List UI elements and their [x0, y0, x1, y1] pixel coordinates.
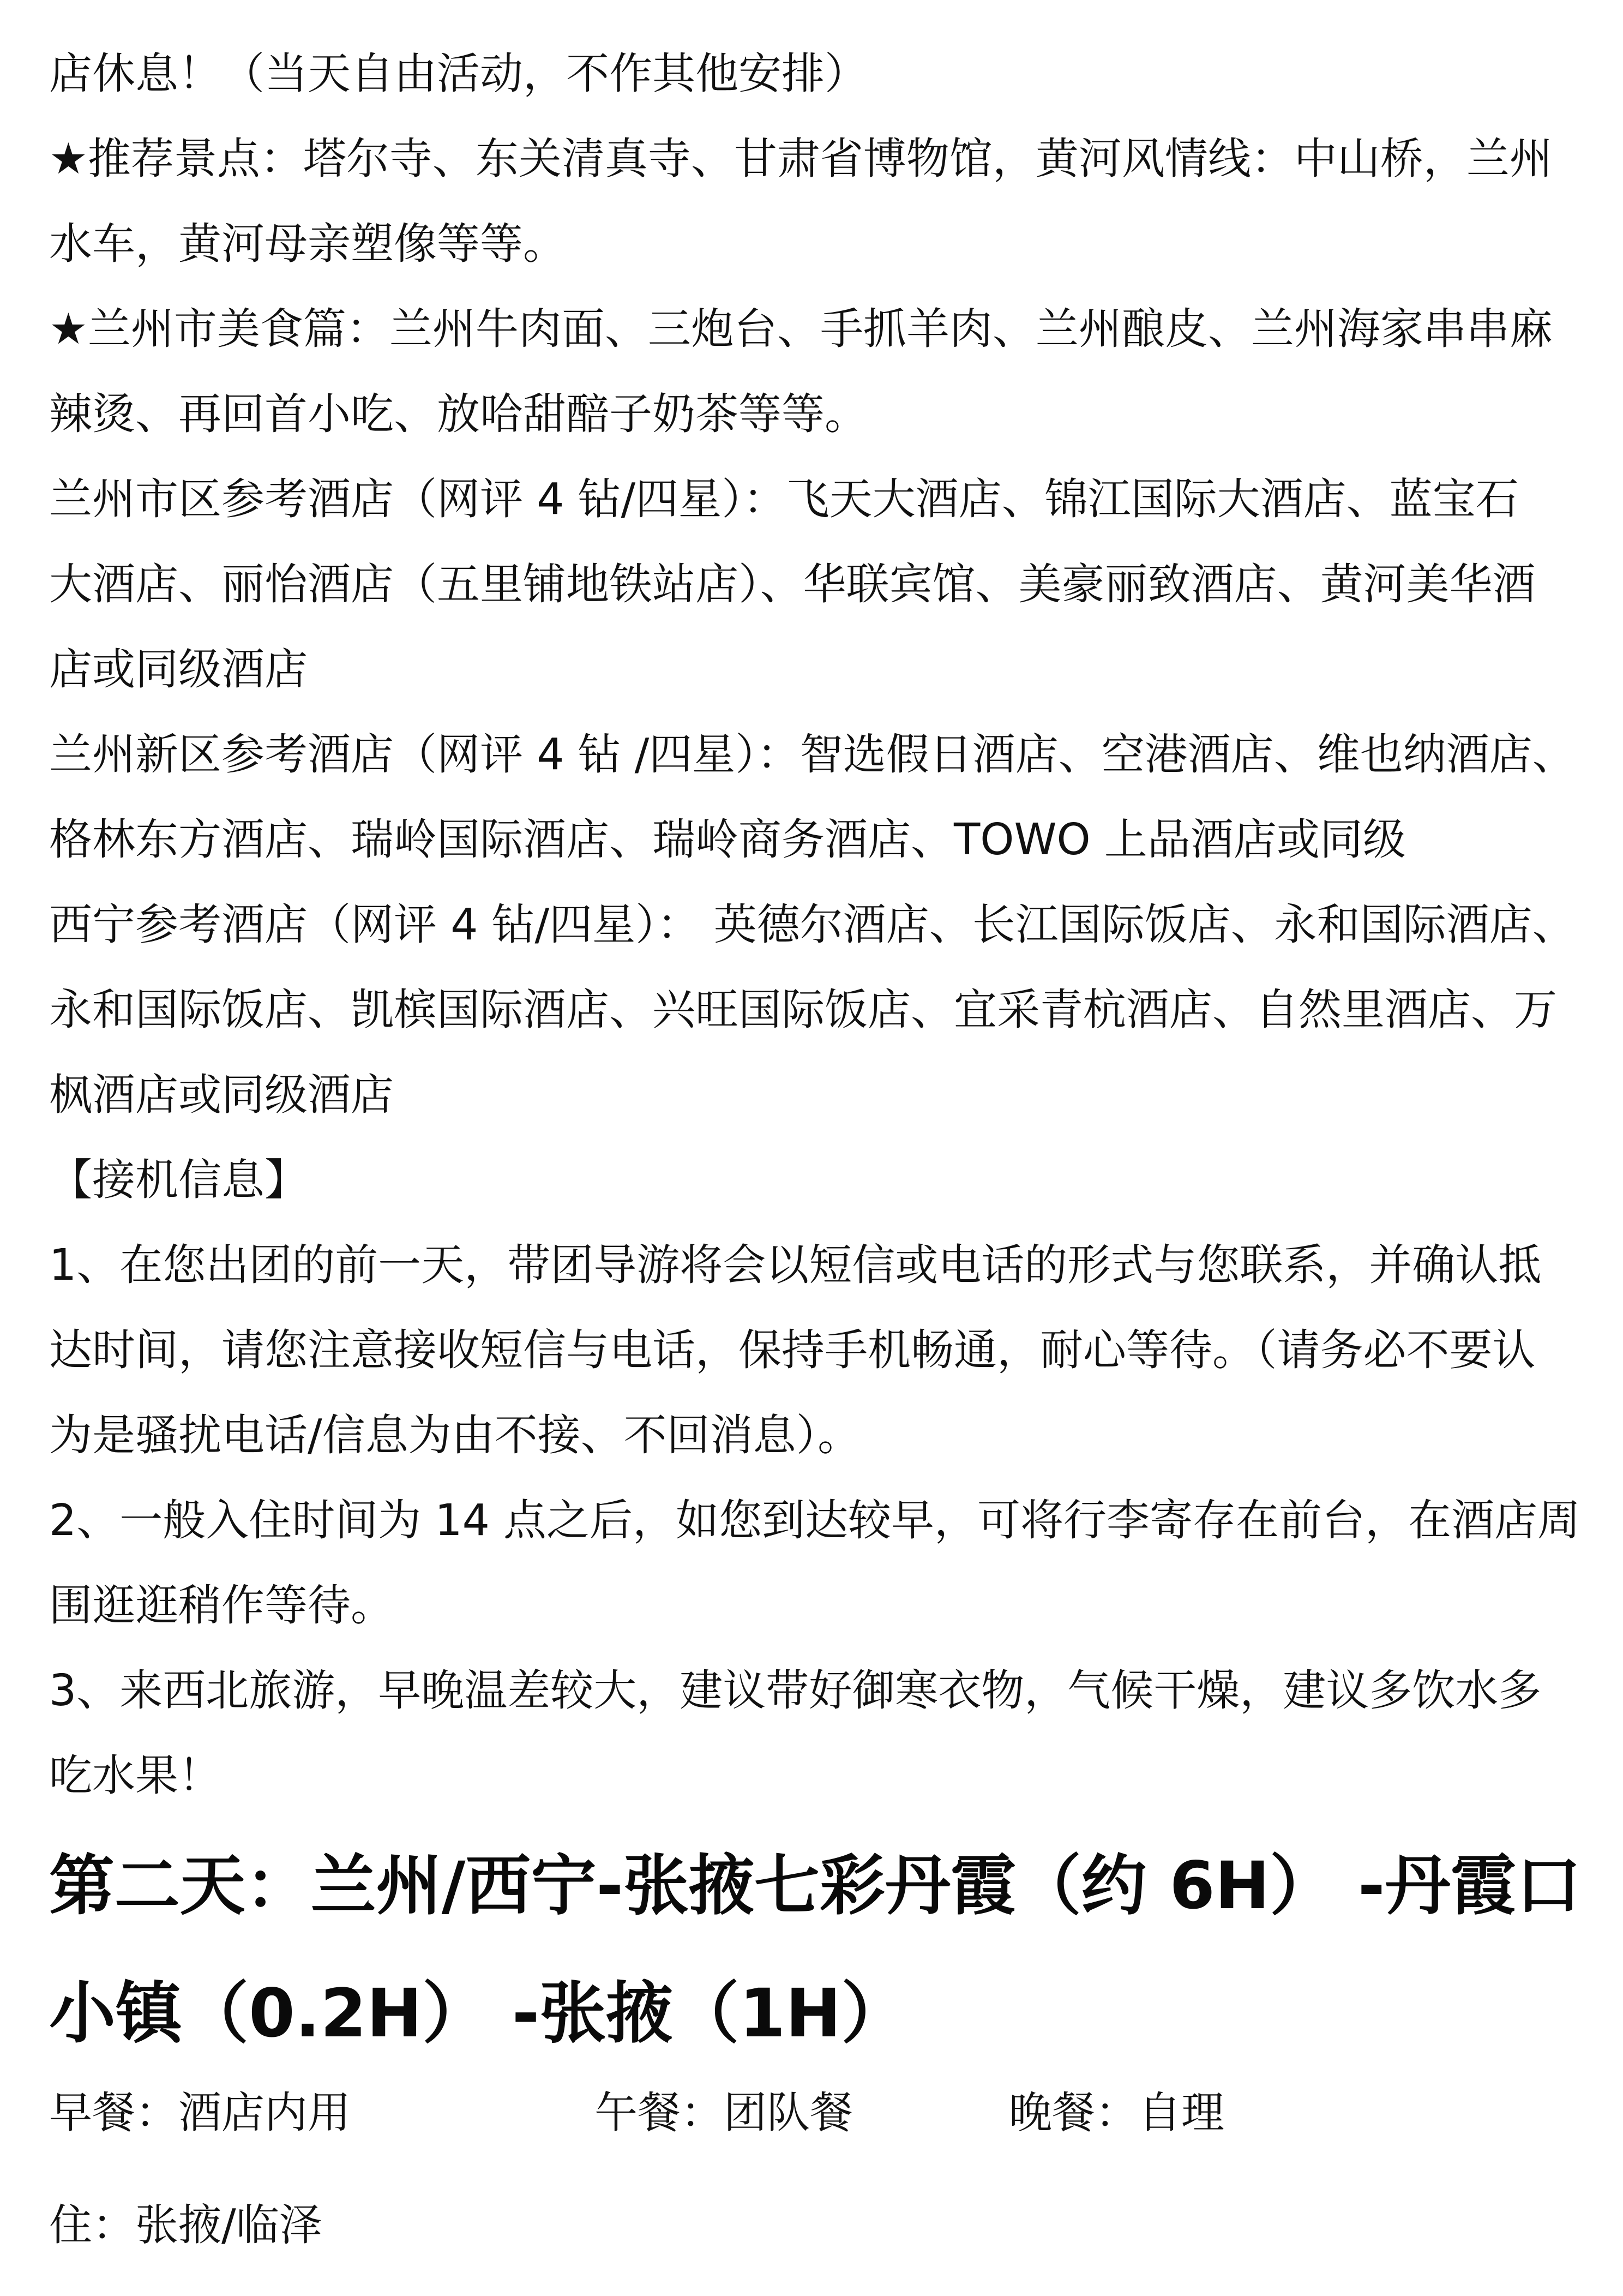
day2-heading-line1: 第二天：兰州/西宁-张掖七彩丹霞（约 6H） -丹霞口: [49, 1848, 1582, 1924]
text-line: 2、一般入住时间为 14 点之后，如您到达较早，可将行李寄存在前台，在酒店周: [49, 1495, 1581, 1545]
text-line: 格林东方酒店、瑞岭国际酒店、瑞岭商务酒店、TOWO 上品酒店或同级: [49, 814, 1406, 865]
day2-heading-line2: 小镇（0.2H） -张掖（1H）: [49, 1975, 908, 2052]
section-label: 【接机信息】: [49, 1155, 308, 1205]
text-line: 枫酒店或同级酒店: [49, 1070, 394, 1120]
lunch-info: 午餐：团队餐: [594, 2088, 853, 2138]
text-line: 兰州新区参考酒店（网评 4 钻 /四星）：智选假日酒店、空港酒店、维也纳酒店、: [49, 729, 1576, 780]
text-line: 永和国际饭店、凯槟国际酒店、兴旺国际饭店、宜采青杭酒店、自然里酒店、万: [49, 985, 1557, 1035]
text-line: 西宁参考酒店（网评 4 钻/四星）： 英德尔酒店、长江国际饭店、永和国际酒店、: [49, 900, 1576, 950]
text-line: 辣烫、再回首小吃、放哈甜醅子奶茶等等。: [49, 389, 868, 439]
text-line: 围逛逛稍作等待。: [49, 1580, 394, 1630]
text-line: ★兰州市美食篇：兰州牛肉面、三炮台、手抓羊肉、兰州酿皮、兰州海家串串麻: [49, 304, 1553, 354]
breakfast-info: 早餐：酒店内用: [49, 2088, 351, 2138]
text-line: 为是骚扰电话/信息为由不接、不回消息）。: [49, 1410, 861, 1460]
stay-info: 住：张掖/临泽: [49, 2200, 322, 2250]
text-line: ★推荐景点：塔尔寺、东关清真寺、甘肃省博物馆，黄河风情线：中山桥，兰州: [49, 134, 1553, 184]
text-line: 3、来西北旅游，早晚温差较大，建议带好御寒衣物，气候干燥，建议多饮水多: [49, 1665, 1542, 1716]
text-line: 1、在您出团的前一天，带团导游将会以短信或电话的形式与您联系，并确认抵: [49, 1240, 1542, 1290]
text-line: 店休息！（当天自由活动，不作其他安排）: [49, 49, 868, 99]
text-line: 达时间，请您注意接收短信与电话，保持手机畅通，耐心等待。（请务必不要认: [49, 1325, 1536, 1375]
text-line: 大酒店、丽怡酒店（五里铺地铁站店）、华联宾馆、美豪丽致酒店、黄河美华酒: [49, 559, 1536, 609]
text-line: 吃水果！: [49, 1751, 221, 1801]
text-line: 水车，黄河母亲塑像等等。: [49, 219, 566, 269]
text-line: 兰州市区参考酒店（网评 4 钻/四星）：飞天大酒店、锦江国际大酒店、蓝宝石: [49, 474, 1519, 524]
text-line: 店或同级酒店: [49, 644, 308, 694]
dinner-info: 晚餐：自理: [1009, 2088, 1224, 2138]
